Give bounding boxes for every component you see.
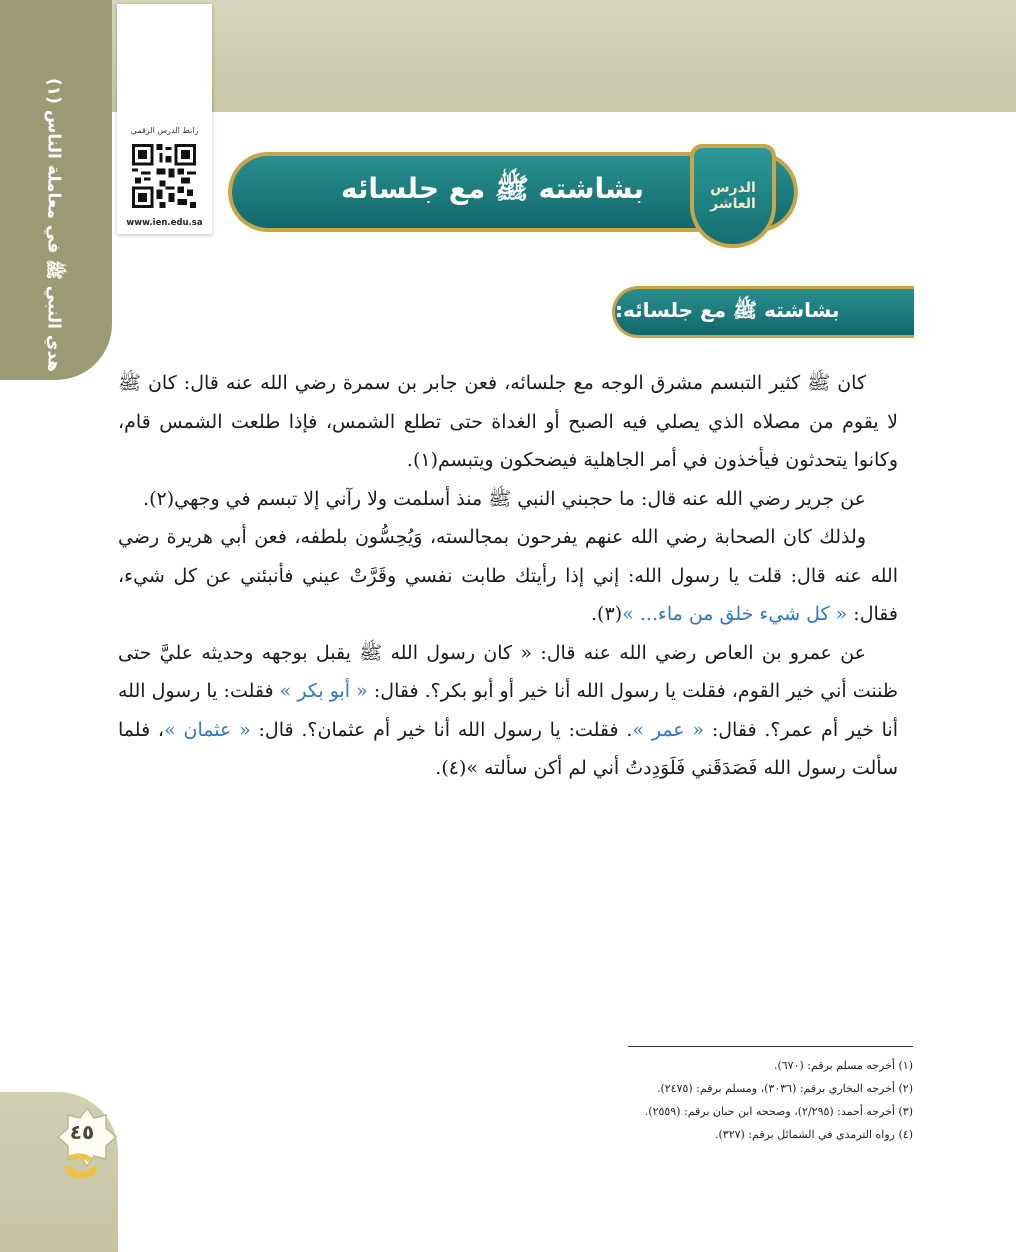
qr-url[interactable]: www.ien.edu.sa [126, 218, 203, 228]
paragraph-3-ref: (٣). [591, 603, 623, 625]
qr-card[interactable] [117, 4, 212, 234]
lesson-title: بشاشته ﷺ مع جلسائه [340, 172, 644, 205]
section-heading-bar [612, 286, 914, 338]
paragraph-2: عن جرير رضي الله عنه قال: ما حجبني النبي ﷺ منذ أسلمت ولا رآني إلا تبسم في وجهي(٢). [143, 487, 866, 510]
quote-abu-bakr: « أبو بكر » [279, 680, 368, 702]
qr-label: رابط الدرس الرقمي [130, 126, 199, 135]
paragraph-3-text: ولذلك كان الصحابة رضي الله عنهم يفرحون بمجالسته، وَيُحِسُّون بلطفه، فعن أبي هريرة رضي الله عنه قال: قلت يا رسول الله: إني إذا رأيتك طابت نفسي وقَرَّتْ عيني فأنبئني عن كل شيء، فقال: [118, 526, 898, 625]
lesson-badge-line2: العاشر [710, 196, 756, 212]
hadith-quote: « كل شيء خلق من ماء... » [622, 603, 848, 625]
footnotes [400, 1054, 913, 1146]
footnote-divider [628, 1046, 913, 1047]
lesson-number-badge [690, 144, 776, 248]
side-tab [0, 0, 112, 380]
paragraph-4-text-a: عن عمرو بن العاص رضي الله عنه قال: « كان رسول الله ﷺ يقبل بوجهه وحديثه عليَّ حتى ظننت أني خير القوم، فقلت يا رسول الله أنا خير أو أبو بكر؟. فقال: [118, 641, 899, 702]
paragraph-4-text-d: ، فلما سألت رسول الله فَصَدَقَني فَلَوَدِدتُ أني لم أكن سألته »(٤). [118, 718, 898, 779]
lesson-body [118, 364, 898, 788]
book-title: هدي النبي ﷺ في معاملة الناس (١) [43, 77, 64, 373]
page-number: ٤٥ [69, 1120, 95, 1144]
footnote-2: (٢) أخرجه البخاري برقم: (٣٠٣٦)، ومسلم برقم: (٢٤٧٥). [656, 1082, 913, 1095]
lesson-badge-line1: الدرس [710, 180, 756, 196]
paragraph-4 [118, 634, 898, 788]
footnote-4: (٤) رواه الترمذي في الشمائل برقم: (٣٢٧). [715, 1128, 913, 1141]
footnote-1: (١) أخرجه مسلم برقم: (٦٧٠). [773, 1059, 913, 1072]
footnote-3: (٣) أخرجه أحمد: (٢/٢٩٥)، وصححه ابن حبان برقم: (٢٥٥٩). [644, 1105, 913, 1118]
paragraph-3 [118, 518, 898, 634]
section-heading: بشاشته ﷺ مع جلسائه: [615, 289, 914, 335]
qr-code-icon[interactable] [132, 144, 196, 208]
quote-uthman: « عثمان » [164, 718, 251, 741]
paragraph-4-text-b: فقلت: يا رسول الله أنا خير أم عمر؟. فقال: [118, 680, 898, 741]
quote-umar: « عمر » [632, 718, 705, 741]
paragraph-1: كان ﷺ كثير التبسم مشرق الوجه مع جلسائه، فعن جابر بن سمرة رضي الله عنه قال: كان ﷺ لا يقوم من مصلاه الذي يصلي فيه الصبح أو الغداة حتى تطلع الشمس، فإذا طلعت الشمس قام، وكانوا يتحدثون فيأخذون في أمر الجاهلية فيضحكون ويتبسم(١). [118, 372, 898, 471]
publisher-logo-icon [62, 1150, 102, 1180]
paragraph-4-text-c: . فقلت: يا رسول الله أنا خير أم عثمان؟. قال: [250, 718, 633, 741]
